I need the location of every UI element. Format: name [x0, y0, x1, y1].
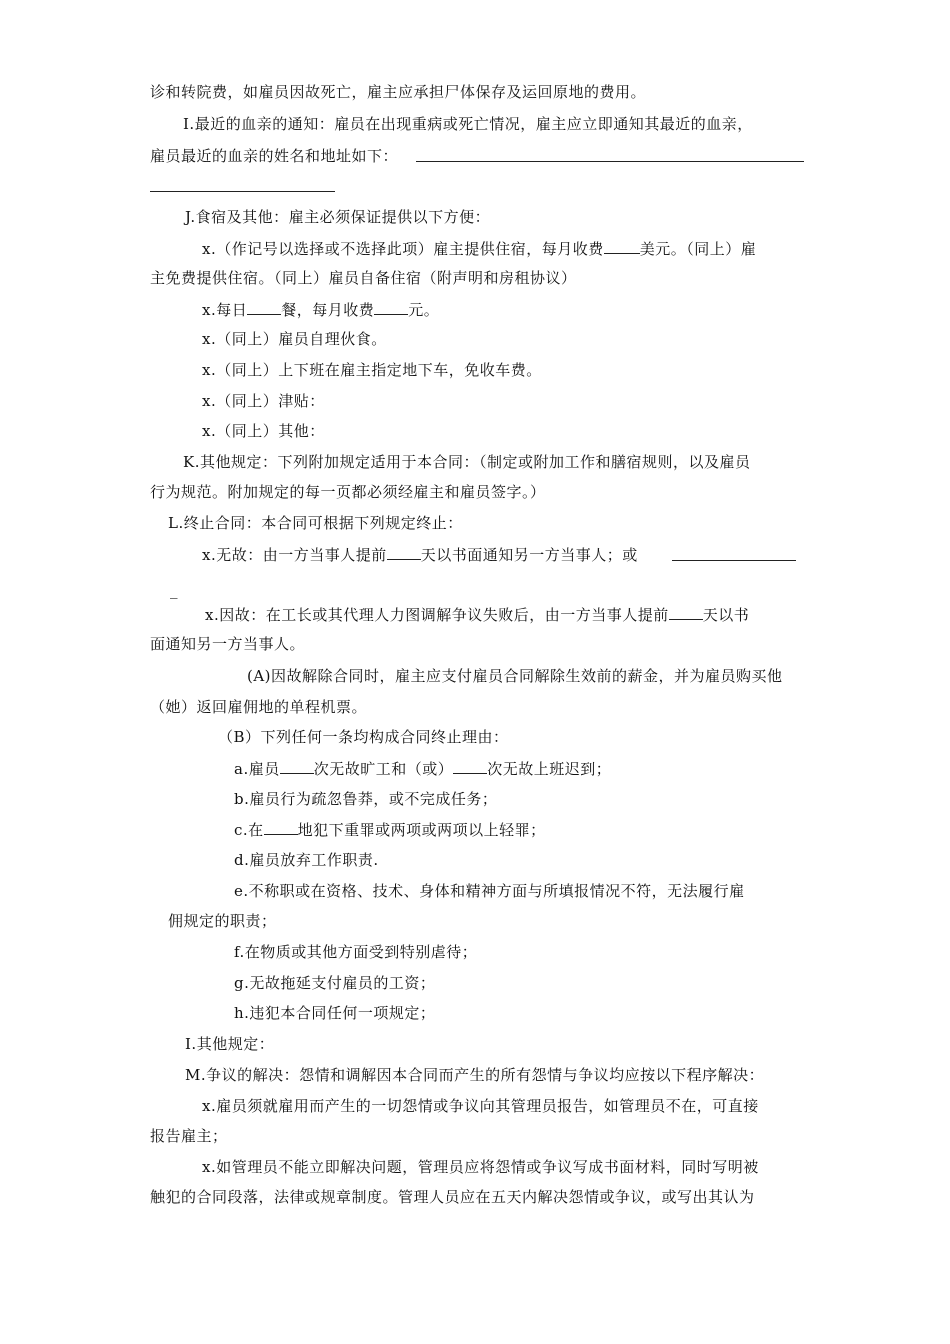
paragraph-line: （B）下列任何一条均构成合同终止理由： — [218, 728, 509, 746]
paragraph-line: 行为规范。附加规定的每一页都必须经雇主和雇员签字。） — [150, 483, 546, 501]
paragraph-line: （她）返回雇佣地的单程机票。 — [150, 698, 368, 716]
paragraph-line: x.如管理员不能立即解决问题，管理员应将怨情或争议写成书面材料，同时写明被 — [202, 1158, 759, 1176]
blank-field[interactable] — [374, 299, 408, 315]
section-m-heading: M.争议的解决：怨情和调解因本合同而产生的所有怨情与争议均应按以下程序解决： — [185, 1066, 765, 1084]
paragraph-line: 佣规定的职责； — [168, 912, 277, 930]
list-item: g.无故拖延支付雇员的工资； — [234, 974, 436, 992]
list-item: f.在物质或其他方面受到特别虐待； — [234, 943, 478, 961]
paragraph-line: 报告雇主； — [150, 1127, 228, 1145]
paragraph-line: x.无故：由一方当事人提前 天以书面通知另一方当事人；或 — [202, 546, 638, 564]
paragraph-line: (A)因故解除合同时，雇主应支付雇员合同解除生效前的薪金，并为雇员购买他 — [247, 667, 783, 685]
list-item: c.在 地犯下重罪或两项或两项以上轻罪； — [234, 821, 546, 839]
paragraph-line: x.（同上）上下班在雇主指定地下车，免收车费。 — [202, 361, 542, 379]
paragraph-line: 触犯的合同段落，法律或规章制度。管理人员应在五天内解决怨情或争议，或写出其认为 — [150, 1188, 755, 1206]
blank-field[interactable] — [669, 604, 703, 620]
paragraph-line: x.雇员须就雇用而产生的一切怨情或争议向其管理员报告，如管理员不在，可直接 — [202, 1097, 759, 1115]
paragraph-line: 雇员最近的血亲的姓名和地址如下： — [150, 147, 399, 165]
paragraph-line: x.每日 餐，每月收费 元。 — [202, 301, 440, 319]
list-item: h.违犯本合同任何一项规定； — [234, 1004, 436, 1022]
section-l-heading: L.终止合同：本合同可根据下列规定终止： — [168, 514, 463, 532]
section-heading: I.其他规定： — [185, 1035, 275, 1053]
blank-field[interactable] — [453, 758, 487, 774]
paragraph-line: x.（同上）雇员自理伙食。 — [202, 330, 387, 348]
blank-line[interactable] — [150, 191, 335, 192]
paragraph-line: x.（同上）其他： — [202, 422, 325, 440]
section-i-heading: I.最近的血亲的通知：雇员在出现重病或死亡情况，雇主应立即通知其最近的血亲， — [183, 115, 753, 133]
list-item: a.雇员 次无故旷工和（或） 次无故上班迟到； — [234, 760, 612, 778]
blank-field[interactable] — [280, 758, 314, 774]
list-item: b.雇员行为疏忽鲁莽，或不完成任务； — [234, 790, 498, 808]
blank-field[interactable] — [604, 238, 640, 254]
paragraph-line: 主免费提供住宿。（同上）雇员自备住宿（附声明和房租协议） — [150, 269, 577, 287]
list-item: d.雇员放弃工作职责. — [234, 851, 379, 869]
section-j-heading: J.食宿及其他：雇主必须保证提供以下方便： — [185, 208, 491, 226]
list-item: e.不称职或在资格、技术、身体和精神方面与所填报情况不符，无法履行雇 — [234, 882, 745, 900]
paragraph-line: 诊和转院费，如雇员因故死亡，雇主应承担尸体保存及运回原地的费用。 — [150, 83, 647, 101]
blank-field[interactable] — [264, 819, 298, 835]
paragraph-line: x.因故：在工长或其代理人力图调解争议失败后，由一方当事人提前 天以书 — [205, 606, 750, 624]
blank-field[interactable] — [387, 544, 421, 560]
paragraph-line: 面通知另一方当事人。 — [150, 635, 306, 653]
paragraph-line: _ — [170, 581, 178, 599]
paragraph-line: x.（作记号以选择或不选择此项）雇主提供住宿，每月收费 美元。（同上）雇 — [202, 240, 757, 258]
paragraph-line: x.（同上）津贴： — [202, 392, 325, 410]
blank-line[interactable] — [416, 161, 804, 162]
blank-line[interactable] — [672, 560, 796, 561]
blank-field[interactable] — [247, 299, 281, 315]
section-k-heading: K.其他规定：下列附加规定适用于本合同：（制定或附加工作和膳宿规则，以及雇员 — [183, 453, 751, 471]
